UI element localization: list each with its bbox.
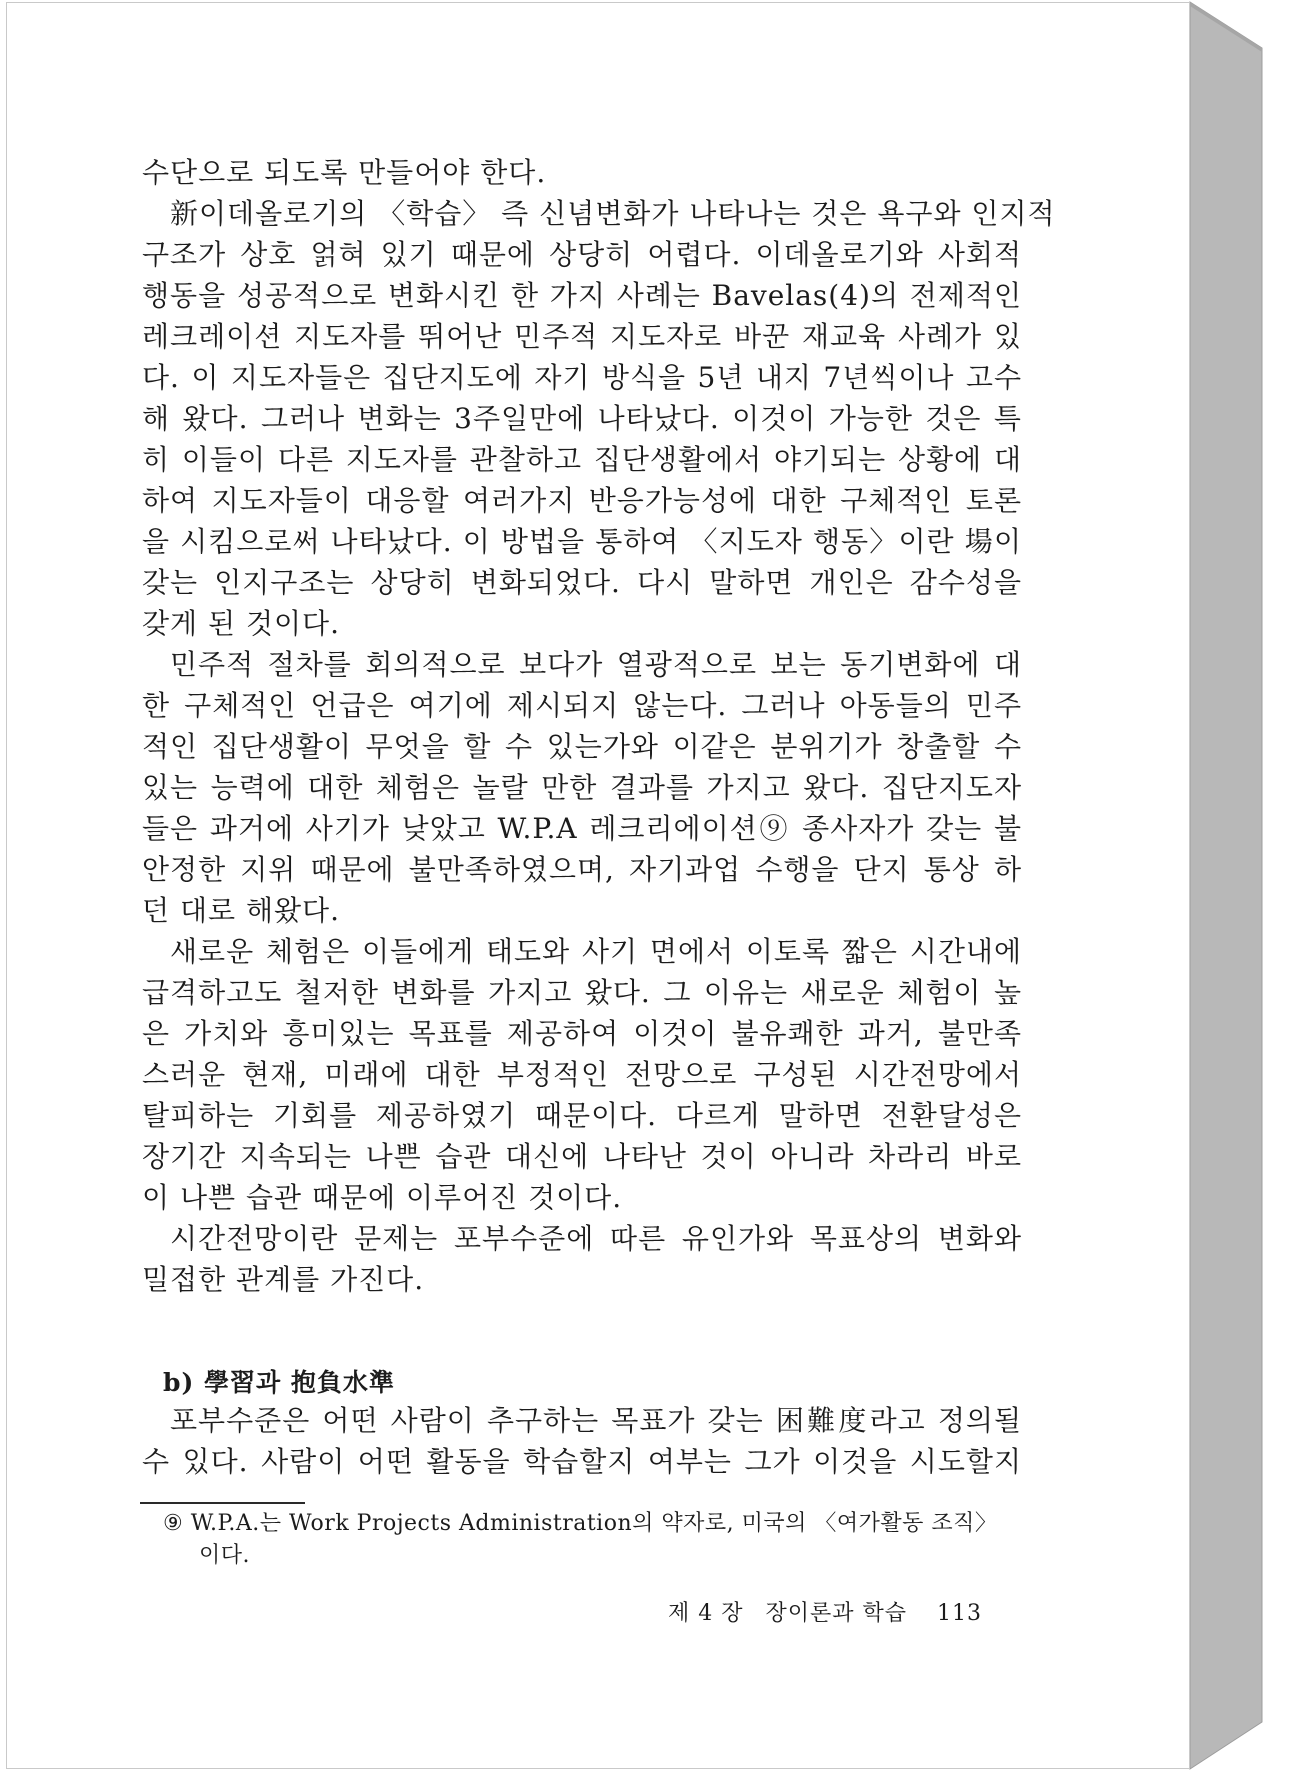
text-line: 레크레이션 지도자를 뛰어난 민주적 지도자로 바꾼 재교육 사례가 있 bbox=[142, 320, 1022, 353]
text-line: 수단으로 되도록 만들어야 한다. bbox=[142, 156, 547, 189]
text-line: 장기간 지속되는 나쁜 습관 대신에 나타난 것이 아니라 차라리 바로 bbox=[142, 1140, 1022, 1173]
text-line: 민주적 절차를 회의적으로 보다가 열광적으로 보는 동기변화에 대 bbox=[170, 648, 1022, 681]
text-line: 안정한 지위 때문에 불만족하였으며, 자기과업 수행을 단지 통상 하 bbox=[142, 853, 1022, 886]
text-line: 급격하고도 철저한 변화를 가지고 왔다. 그 이유는 새로운 체험이 높 bbox=[142, 976, 1022, 1009]
footnote-line: ⑨ W.P.A.는 Work Projects Administration의 약자로, 미국의 〈여가활동 조직〉 bbox=[163, 1511, 998, 1536]
text-line: 밀접한 관계를 가진다. bbox=[142, 1263, 425, 1296]
text-line: 포부수준은 어떤 사람이 추구하는 목표가 갖는 困難度라고 정의될 bbox=[170, 1404, 1022, 1437]
text-line: 스러운 현재, 미래에 대한 부정적인 전망으로 구성된 시간전망에서 bbox=[142, 1058, 1022, 1091]
section-heading: b) 學習과 抱負水準 bbox=[163, 1368, 395, 1397]
text-line: 갖게 된 것이다. bbox=[142, 607, 340, 640]
running-footer bbox=[668, 1596, 982, 1627]
body-text bbox=[142, 152, 1056, 1300]
text-line: 갖는 인지구조는 상당히 변화되었다. 다시 말하면 개인은 감수성을 bbox=[142, 566, 1022, 599]
text-line: 해 왔다. 그러나 변화는 3주일만에 나타났다. 이것이 가능한 것은 특 bbox=[142, 402, 1022, 435]
text-line: 적인 집단생활이 무엇을 할 수 있는가와 이같은 분위기가 창출할 수 bbox=[142, 730, 1022, 763]
text-line: 시간전망이란 문제는 포부수준에 따른 유인가와 목표상의 변화와 bbox=[170, 1222, 1022, 1255]
footer-chapter: 제 4 장 bbox=[668, 1601, 744, 1626]
text-line: 새로운 체험은 이들에게 태도와 사기 면에서 이토록 짧은 시간내에 bbox=[170, 935, 1022, 968]
text-line: 을 시킴으로써 나타났다. 이 방법을 통하여 〈지도자 행동〉이란 場이 bbox=[142, 525, 1022, 558]
text-line: 한 구체적인 언급은 여기에 제시되지 않는다. 그러나 아동들의 민주 bbox=[142, 689, 1022, 722]
footer-chapter-title: 장이론과 학습 bbox=[765, 1601, 908, 1626]
text-line: 던 대로 해왔다. bbox=[142, 894, 340, 927]
text-line: 들은 과거에 사기가 낮았고 W.P.A 레크리에이션⑨ 종사자가 갖는 불 bbox=[142, 812, 1022, 845]
text-line: 이 나쁜 습관 때문에 이루어진 것이다. bbox=[142, 1181, 623, 1214]
book-edge-side bbox=[1190, 2, 1262, 1769]
text-line: 행동을 성공적으로 변화시킨 한 가지 사례는 Bavelas(4)의 전제적인 bbox=[142, 279, 1022, 312]
section-body-text bbox=[142, 1400, 1022, 1482]
text-line: 다. 이 지도자들은 집단지도에 자기 방식을 5년 내지 7년씩이나 고수 bbox=[142, 361, 1022, 394]
text-line: 은 가치와 흥미있는 목표를 제공하여 이것이 불유쾌한 과거, 불만족 bbox=[142, 1017, 1022, 1050]
footnote-line: 이다. bbox=[199, 1543, 250, 1568]
page-number: 113 bbox=[937, 1601, 983, 1626]
text-line: 있는 능력에 대한 체험은 놀랄 만한 결과를 가지고 왔다. 집단지도자 bbox=[142, 771, 1022, 804]
text-line: 하여 지도자들이 대응할 여러가지 반응가능성에 대한 구체적인 토론 bbox=[142, 484, 1022, 517]
text-line: 히 이들이 다른 지도자를 관찰하고 집단생활에서 야기되는 상황에 대 bbox=[142, 443, 1022, 476]
text-line: 新이데올로기의 〈학습〉 즉 신념변화가 나타나는 것은 욕구와 인지적 bbox=[170, 197, 1056, 230]
footnote-divider bbox=[140, 1502, 305, 1504]
text-line: 탈피하는 기회를 제공하였기 때문이다. 다르게 말하면 전환달성은 bbox=[142, 1099, 1022, 1132]
text-line: 수 있다. 사람이 어떤 활동을 학습할지 여부는 그가 이것을 시도할지 bbox=[142, 1445, 1022, 1478]
footnote bbox=[163, 1508, 1023, 1572]
text-line: 구조가 상호 얽혀 있기 때문에 상당히 어렵다. 이데올로기와 사회적 bbox=[142, 238, 1022, 271]
